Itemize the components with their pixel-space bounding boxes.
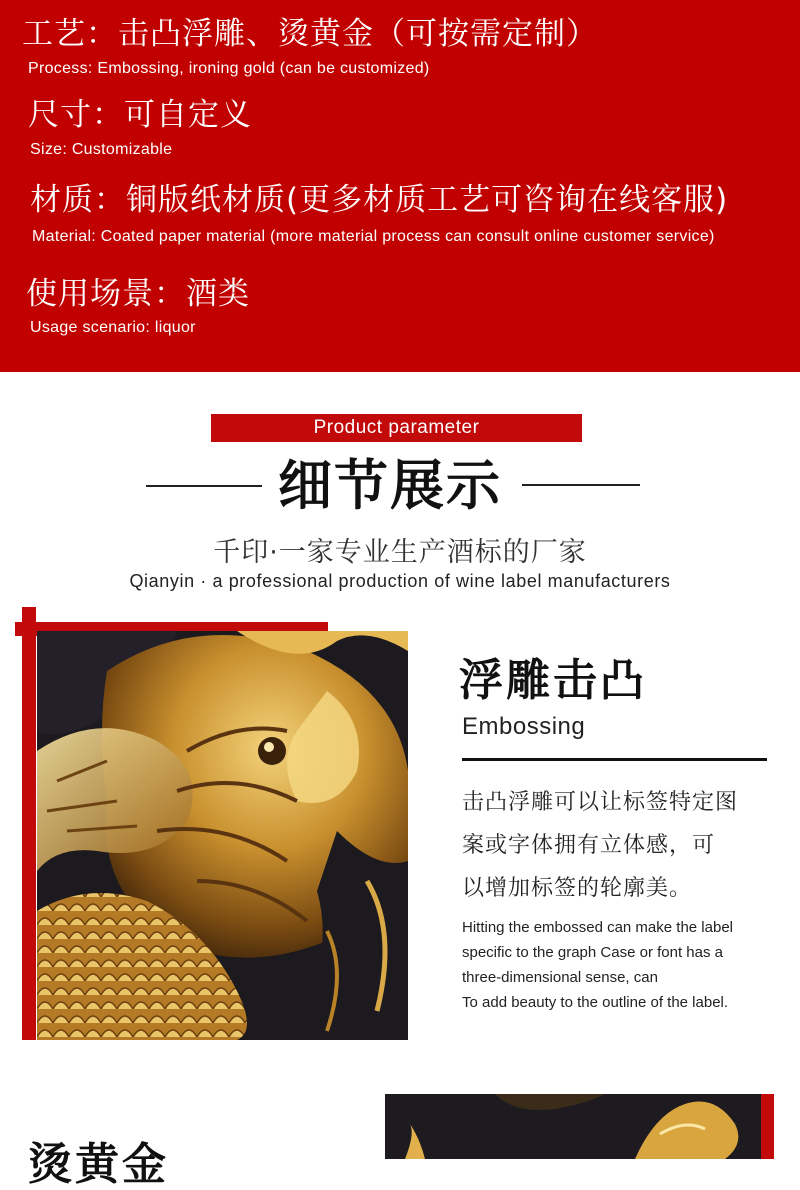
spec-material bbox=[30, 182, 790, 245]
spec-banner bbox=[0, 0, 800, 372]
feature-desc-en-line: specific to the graph Case or font has a bbox=[462, 944, 723, 961]
title-rule-right bbox=[522, 484, 640, 486]
embossing-photo bbox=[37, 631, 408, 1040]
title-rule-left bbox=[146, 485, 262, 487]
image-frame-vertical bbox=[22, 607, 36, 1040]
spec-usage bbox=[26, 276, 250, 336]
spec-size-en: Size: Customizable bbox=[30, 141, 173, 158]
feature-desc-en-line: To add beauty to the outline of the label. bbox=[462, 994, 729, 1011]
spec-material-en: Material: Coated paper material (more material process can consult online customer service) bbox=[32, 228, 715, 245]
section-subtitle-en: Qianyin · a professional production of wine label manufacturers bbox=[129, 571, 671, 591]
feature-divider bbox=[462, 758, 767, 761]
spec-size-zh: 尺寸：可自定义 bbox=[28, 97, 252, 133]
spec-usage-en: Usage scenario: liquor bbox=[30, 319, 196, 336]
next-feature-photo bbox=[385, 1094, 761, 1159]
next-feature-title: 烫黄金 bbox=[28, 1139, 169, 1190]
spec-usage-zh: 使用场景：酒类 bbox=[26, 276, 250, 312]
feature-description-zh bbox=[462, 781, 782, 910]
feature-title-zh: 浮雕击凸 bbox=[459, 655, 647, 706]
feature-desc-en-line: Hitting the embossed can make the label bbox=[462, 919, 733, 936]
spec-process-en: Process: Embossing, ironing gold (can be customized) bbox=[28, 60, 430, 77]
section-subtitle-zh: 千印·一家专业生产酒标的厂家 bbox=[213, 537, 587, 568]
gold-dragon-embossing-image bbox=[37, 631, 408, 1040]
feature-title-en: Embossing bbox=[462, 713, 586, 740]
feature-description-en bbox=[462, 915, 782, 1015]
feature-desc-zh-line: 击凸浮雕可以让标签特定图 bbox=[462, 790, 739, 815]
feature-desc-zh-line: 案或字体拥有立体感，可 bbox=[462, 833, 716, 858]
spec-process bbox=[22, 16, 598, 77]
gold-foil-image bbox=[385, 1094, 761, 1159]
next-image-frame-vertical bbox=[761, 1094, 774, 1159]
spec-size bbox=[28, 97, 252, 158]
section-title: 细节展示 bbox=[278, 453, 502, 517]
product-parameter-badge: Product parameter bbox=[211, 414, 582, 442]
feature-desc-zh-line: 以增加标签的轮廓美。 bbox=[462, 876, 693, 901]
spec-material-zh: 材质：铜版纸材质(更多材质工艺可咨询在线客服) bbox=[30, 182, 729, 218]
feature-desc-en-line: three-dimensional sense, can bbox=[462, 969, 658, 986]
spec-process-zh: 工艺：击凸浮雕、烫黄金（可按需定制） bbox=[22, 16, 598, 52]
